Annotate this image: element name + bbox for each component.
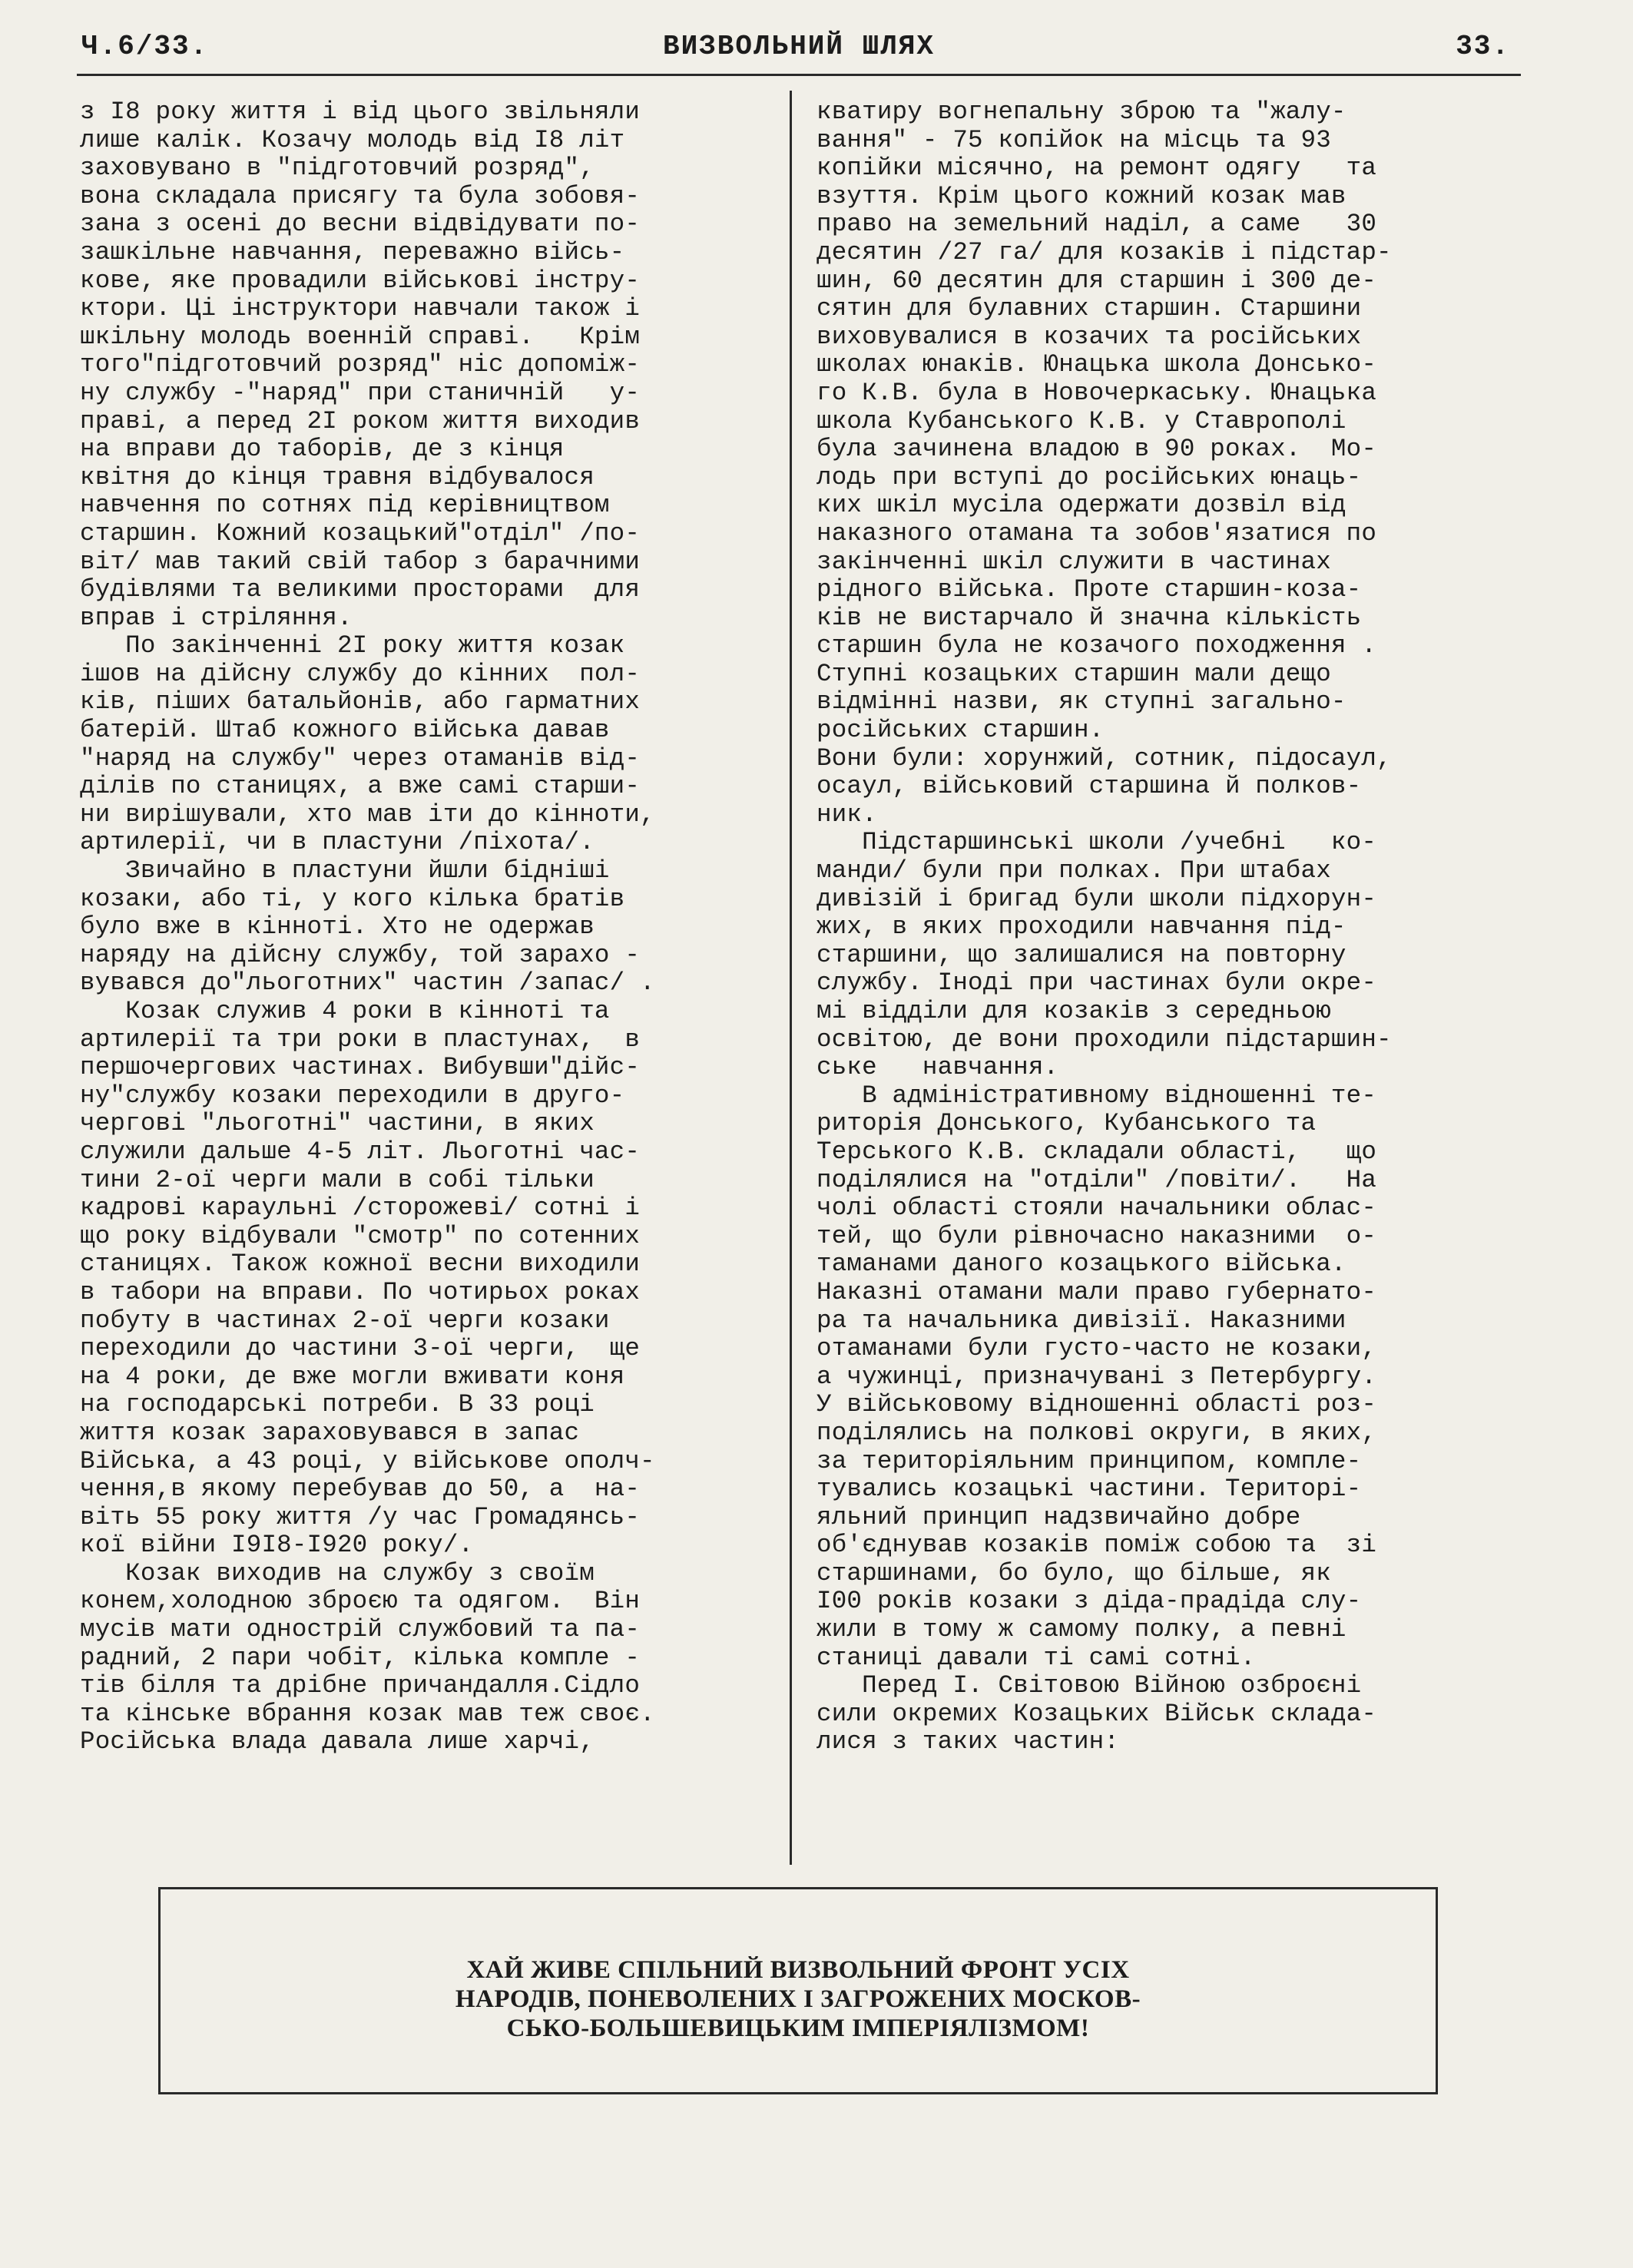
text-line: виховувалися в козачих та російських — [816, 322, 1362, 351]
text-line: того"підготовчий розряд" ніс допоміж- — [80, 350, 641, 379]
text-line: вання" - 75 копійок на місць та 93 — [816, 125, 1331, 154]
header-divider — [77, 74, 1521, 76]
page-header — [77, 28, 1521, 74]
text-line: поділялися на "отділи" /повіти/. На — [816, 1165, 1377, 1194]
journal-title: ВИЗВОЛЬНИЙ ШЛЯХ — [662, 31, 936, 62]
text-line: Вони були: хорунжий, сотник, підосаул, — [816, 743, 1392, 773]
text-line: шкільну молодь военній справі. Крім — [80, 322, 641, 351]
text-line: таманами даного козацького війська. — [816, 1250, 1346, 1279]
text-line: за територіяльним принципом, компле- — [816, 1446, 1362, 1475]
text-line: В адміністративному відношенні те- — [816, 1081, 1377, 1110]
text-line: жили в тому ж самому полку, а певні — [816, 1615, 1346, 1644]
slogan-line: НАРОДІВ, ПОНЕВОЛЕНИХ І ЗАГРОЖЕНИХ МОСКОВ- — [455, 1985, 1141, 2013]
text-line: першочергових частинах. Вибувши"дійс- — [80, 1053, 641, 1082]
text-line: служили дальше 4-5 літ. Льоготні час- — [80, 1137, 641, 1166]
text-line: чолі області стояли начальники облас- — [816, 1194, 1377, 1223]
text-line: ків, піших батальйонів, або гарматних — [80, 687, 641, 717]
text-line: праві, а перед 2I роком життя виходив — [80, 406, 641, 435]
text-line: го К.В. була в Новочеркаську. Юнацька — [816, 378, 1377, 407]
text-line: ктори. Ці інструктори навчали також і — [80, 294, 641, 323]
text-line: мусів мати однострій службовий та па- — [80, 1615, 641, 1644]
slogan-text — [161, 1955, 1436, 2043]
text-line: старшин була не козачого походження . — [816, 631, 1377, 661]
text-line: освітою, де вони проходили підстаршин- — [816, 1025, 1392, 1054]
text-line: старшин. Кожний козацький"отділ" /по- — [80, 518, 641, 548]
text-line: ник. — [816, 800, 877, 829]
text-line: сили окремих Козацьких Військ склада- — [816, 1699, 1377, 1728]
text-line: шин, 60 десятин для старшин і 300 де- — [816, 266, 1377, 295]
text-line: наказного отамана та зобов'язатися по — [816, 518, 1377, 548]
column-divider — [790, 91, 792, 1865]
text-line: Російська влада давала лише харчі, — [80, 1727, 595, 1756]
text-line: закінченні шкіл служити в частинах — [816, 547, 1331, 576]
text-line: було вже в кінноті. Хто не одержав — [80, 912, 595, 942]
text-line: об'єднував козаків поміж собою та зі — [816, 1531, 1377, 1560]
text-line: Війська, а 43 році, у військове ополч- — [80, 1446, 655, 1475]
text-line: зашкільне навчання, переважно вiйсь- — [80, 237, 625, 267]
text-line: вправ і стріляння. — [80, 603, 353, 632]
text-line: а чужинці, призначувані з Петербургу. — [816, 1362, 1377, 1391]
text-line: Козак виходив на службу з своїм — [80, 1558, 595, 1588]
text-line: У військовому відношенні області роз- — [816, 1390, 1377, 1419]
text-line: Терського К.В. складали області, що — [816, 1137, 1377, 1166]
text-line: старшини, що залишалися на повторну — [816, 940, 1346, 969]
text-line: що року відбували "смотр" по сотенних — [80, 1221, 641, 1250]
issue-number: Ч.6/33. — [81, 31, 209, 62]
text-line: яльний принцип надзвичайно добре — [816, 1502, 1301, 1531]
text-line: радний, 2 пари чобіт, кілька компле - — [80, 1643, 641, 1672]
text-line: взуття. Крім цього кожний козак мав — [816, 181, 1346, 210]
text-line: мі відділи для козаків з середньою — [816, 997, 1331, 1025]
text-line: віть 55 року життя /у час Громадянсь- — [80, 1502, 641, 1531]
text-line: переходили до частини 3-ої черги, ще — [80, 1334, 641, 1363]
text-line: конем,холодною зброєю та одягом. Він — [80, 1587, 641, 1616]
text-line: була зачинена владою в 90 роках. Мо- — [816, 435, 1377, 464]
text-line: ське навчання. — [816, 1053, 1059, 1082]
text-line: на господарські потреби. В 33 році — [80, 1390, 595, 1419]
text-line: I00 років козаки з діда-прадіда слу- — [816, 1587, 1362, 1616]
text-line: станиці давали ті самі сотні. — [816, 1643, 1256, 1672]
text-line: та кінське вбрання козак мав теж своє. — [80, 1699, 655, 1728]
text-line: наряду на дійсну службу, той зарахо - — [80, 940, 641, 969]
text-line: життя козак зараховувався в запас — [80, 1418, 580, 1447]
text-line: школах юнаків. Юнацька школа Донсько- — [816, 350, 1377, 379]
text-line: лодь при вступі до російських юнаць- — [816, 462, 1362, 492]
text-line: тини 2-ої черги мали в собі тільки — [80, 1165, 595, 1194]
text-line: осаул, військовий старшина й полков- — [816, 772, 1362, 801]
text-line: школа Кубанського К.В. у Ставрополі — [816, 406, 1346, 435]
text-line: жих, в яких проходили навчання під- — [816, 912, 1346, 942]
text-line: станицях. Також кожної весни виходили — [80, 1250, 641, 1279]
text-line: батерій. Штаб кожного війська давав — [80, 716, 610, 745]
text-line: Перед I. Світовою Війною озброєні — [816, 1671, 1362, 1700]
text-line: рідного війська. Проте старшин-коза- — [816, 575, 1362, 604]
text-line: навчення по сотнях під керівництвом — [80, 491, 610, 520]
text-line: в табори на вправи. По чотирьох роках — [80, 1277, 641, 1306]
text-line: копійки місячно, на ремонт одягу та — [816, 154, 1377, 183]
text-line: лися з таких частин: — [816, 1727, 1120, 1756]
text-line: квітня до кінця травня відбувалося — [80, 462, 595, 492]
text-line: Звичайно в пластуни йшли бідніші — [80, 856, 610, 886]
text-line: Козак служив 4 роки в кінноті та — [80, 997, 610, 1025]
text-line: будівлями та великими просторами для — [80, 575, 641, 604]
text-line: тів білля та дрібне причандалля.Сідло — [80, 1671, 641, 1700]
slogan-line: ХАЙ ЖИВЕ СПІЛЬНИЙ ВИЗВОЛЬНИЙ ФРОНТ УСІХ — [466, 1956, 1130, 1984]
text-line: кадрові караульні /сторожеві/ сотні і — [80, 1194, 641, 1223]
text-line: отаманами були густо-часто не козаки, — [816, 1334, 1377, 1363]
text-line: віт/ мав такий свій табор з барачними — [80, 547, 641, 576]
text-line: ну службу -"наряд" при станичній у- — [80, 378, 641, 407]
text-line: ну"службу козаки переходили в друго- — [80, 1081, 625, 1110]
text-line: ни вирішували, хто мав іти до кінноти, — [80, 800, 655, 829]
text-line: По закінченні 2I року життя козак — [80, 631, 625, 661]
text-line: Ступні козацьких старшин мали дещо — [816, 659, 1331, 688]
text-line: "наряд на службу" через отаманів від- — [80, 743, 641, 773]
slogan-box — [158, 1887, 1438, 2094]
text-line: Наказні отамани мали право губернато- — [816, 1277, 1377, 1306]
text-line: артилерії та три роки в пластунах, в — [80, 1025, 641, 1054]
text-line: лише калік. Козачу молодь від I8 літ — [80, 125, 625, 154]
text-line: Підстаршинські школи /учебні ко- — [816, 828, 1377, 857]
text-line: сятин для булавних старшин. Старшини — [816, 294, 1362, 323]
text-line: право на земельний наділ, а саме 30 — [816, 210, 1377, 239]
text-line: артилерії, чи в пластуни /піхота/. — [80, 828, 595, 857]
text-line: російських старшин. — [816, 716, 1105, 745]
text-line: чення,в якому перебував до 50, а на- — [80, 1475, 641, 1504]
text-line: ішов на дійсну службу до кінних пол- — [80, 659, 641, 688]
text-line: риторія Донського, Кубанського та — [816, 1109, 1317, 1138]
text-line: тувались козацькі частини. Територі- — [816, 1475, 1362, 1504]
text-line: побуту в частинах 2-ої черги козаки — [80, 1306, 610, 1335]
slogan-line: СЬКО-БОЛЬШЕВИЦЬКИМ ІМПЕРІЯЛІЗМОМ! — [506, 2015, 1090, 2042]
text-line: козаки, або ті, у кого кілька братів — [80, 884, 625, 913]
text-line: чергові "льоготні" частини, в яких — [80, 1109, 595, 1138]
text-line: ра та начальника дивізії. Наказними — [816, 1306, 1346, 1335]
text-line: ких шкіл мусіла одержати дозвіл від — [816, 491, 1346, 520]
text-line: манди/ були при полках. При штабах — [816, 856, 1331, 886]
text-line: на 4 роки, де вже могли вживати коня — [80, 1362, 625, 1391]
text-line: десятин /27 га/ для козаків і підстар- — [816, 237, 1392, 267]
text-line: на вправи до таборів, де з кінця — [80, 435, 565, 464]
text-line: заховувано в "підготовчий розряд", — [80, 154, 595, 183]
text-line: кове, яке провадили військові інстру- — [80, 266, 641, 295]
text-line: дивізій і бригад були школи підхорун- — [816, 884, 1377, 913]
left-text-column — [80, 98, 771, 1756]
text-line: зана з осені до весни відвідувати по- — [80, 210, 641, 239]
text-line: поділялись на полкові округи, в яких, — [816, 1418, 1377, 1447]
right-text-column — [816, 98, 1519, 1756]
text-line: кватиру вогнепальну зброю та "жалу- — [816, 98, 1346, 126]
page-number: 33. — [1456, 31, 1510, 62]
text-line: службу. Іноді при частинах були окре- — [816, 968, 1377, 998]
text-line: з I8 року життя і від цього звільняли — [80, 98, 641, 126]
text-line: вона складала присягу та була зобовя- — [80, 181, 641, 210]
text-line: вувався до"льоготних" частин /запас/ . — [80, 968, 655, 998]
text-line: старшинами, бо було, що більше, як — [816, 1558, 1331, 1588]
text-line: відмінні назви, як ступні загально- — [816, 687, 1346, 717]
text-line: тей, що були рівночасно наказними о- — [816, 1221, 1377, 1250]
text-line: ділів по станицях, а вже самі старши- — [80, 772, 641, 801]
text-line: ків не вистарчало й значна кількість — [816, 603, 1362, 632]
text-line: кої війни I9I8-I920 року/. — [80, 1531, 474, 1560]
